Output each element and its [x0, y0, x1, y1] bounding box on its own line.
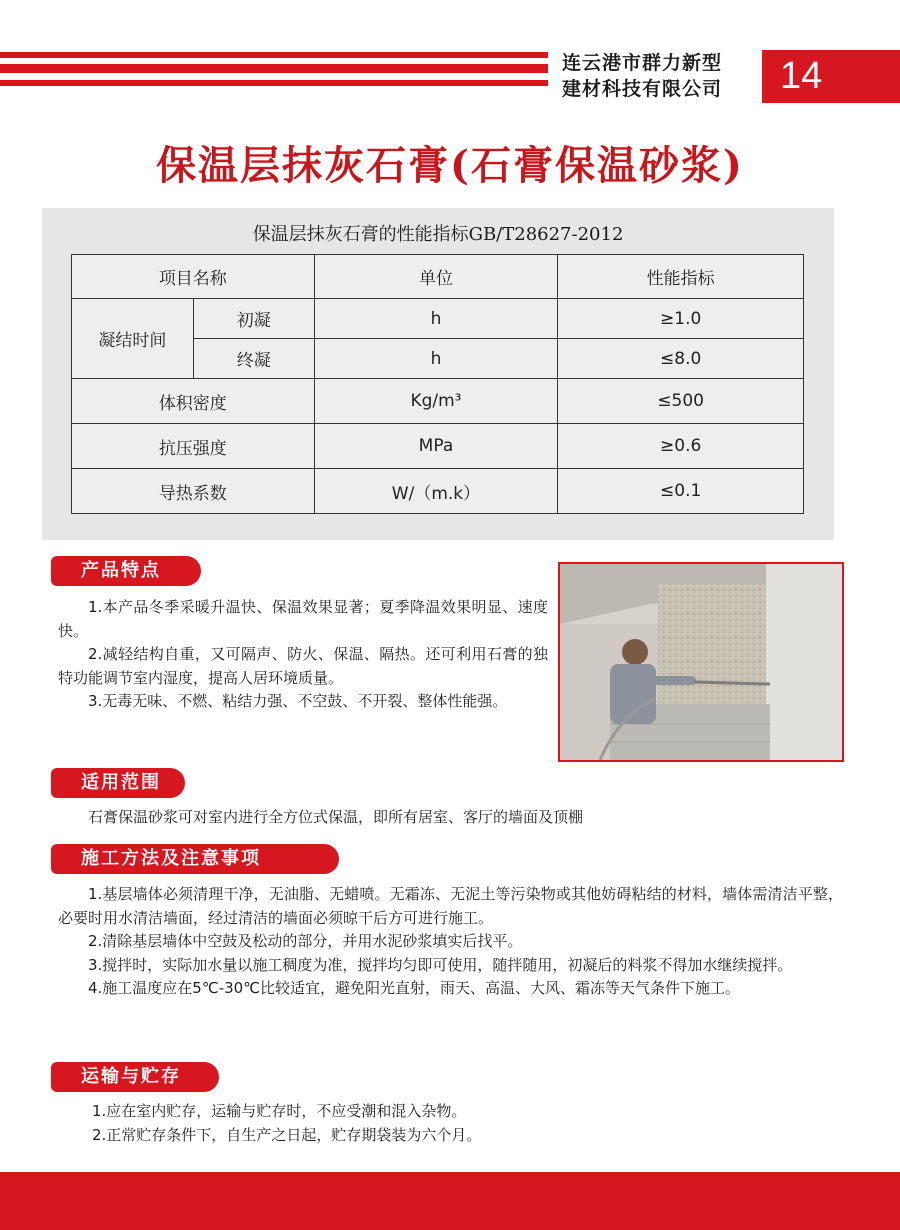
table-row: [72, 424, 804, 469]
storage-text: [62, 1100, 842, 1147]
construction-item: 3.搅拌时，实际加水量以施工稠度为准，搅拌均匀即可使用，随拌随用，初凝后的料浆不得加水继续搅拌。: [88, 955, 793, 974]
features-text: [58, 596, 548, 714]
header-stripe-middle: [0, 64, 548, 73]
row-name: 导热系数: [72, 469, 315, 514]
header-item-name: 项目名称: [72, 255, 315, 299]
scope-text: 石膏保温砂浆可对室内进行全方位式保温，即所有居室、客厅的墙面及顶棚: [88, 808, 584, 826]
table-row: [72, 299, 804, 339]
table-row: [72, 379, 804, 424]
row-name: 终凝: [193, 339, 314, 379]
header-stripe-bottom: [0, 80, 548, 86]
company-name-line1: 连云港市群力新型: [562, 52, 723, 74]
footer-bar: [0, 1172, 900, 1230]
header-unit: 单位: [314, 255, 558, 299]
row-value: ≥1.0: [558, 299, 804, 339]
row-value: ≤0.1: [558, 469, 804, 514]
page-number-box: [762, 50, 900, 102]
features-heading: 产品特点: [57, 556, 201, 586]
row-unit: h: [314, 299, 558, 339]
table-row: [72, 469, 804, 514]
scope-text-block: [58, 806, 848, 830]
table-header-row: [72, 255, 804, 299]
group-label-setting-time: 凝结时间: [72, 299, 194, 379]
construction-item: 4.施工温度应在5℃-30℃比较适宜，避免阳光直射，雨天、高温、大风、霜冻等天气条件下施工。: [88, 979, 741, 997]
spec-table-title: 保温层抹灰石膏的性能指标GB/T28627-2012: [252, 224, 624, 245]
storage-item: 2.正常贮存条件下，自生产之日起，贮存期袋装为六个月。: [92, 1125, 482, 1144]
storage-heading: 运输与贮存: [57, 1062, 219, 1092]
worker-plastering-photo: [558, 562, 844, 762]
row-name: 体积密度: [72, 379, 315, 424]
page-number-underline: [762, 100, 900, 103]
storage-item: 1.应在室内贮存，运输与贮存时，不应受潮和混入杂物。: [92, 1102, 467, 1120]
row-name: 初凝: [193, 299, 314, 339]
header-value: 性能指标: [558, 255, 804, 299]
spec-table: [71, 254, 804, 514]
construction-item: 2.清除基层墙体中空鼓及松动的部分，并用水泥砂浆填实后找平。: [88, 932, 523, 950]
scope-heading: 适用范围: [57, 768, 185, 798]
company-name-line2: 建材科技有限公司: [562, 78, 723, 100]
row-value: ≥0.6: [558, 424, 804, 469]
feature-item: 2.减轻结构自重，又可隔声、防火、保温、隔热。还可利用石膏的独特功能调节室内湿度，提高人居环境质量。: [58, 645, 548, 687]
construction-item: 1.基层墙体必须清理干净，无油脂、无蜡喷。无霜冻、无泥土等污染物或其他妨碍粘结的材料，墙体需清洁平整，必要时用水清洁墙面，经过清洁的墙面必须晾干后方可进行施工。: [58, 885, 843, 927]
row-value: ≤500: [558, 379, 804, 424]
header-stripe-top: [0, 52, 548, 58]
photo-illustration: [560, 564, 842, 760]
construction-heading: 施工方法及注意事项: [57, 844, 339, 874]
row-value: ≤8.0: [558, 339, 804, 379]
row-unit: MPa: [314, 424, 558, 469]
row-unit: h: [314, 339, 558, 379]
spec-table-panel: [42, 208, 834, 540]
feature-item: 3.无毒无味、不燃、粘结力强、不空鼓、不开裂、整体性能强。: [88, 692, 508, 710]
row-unit: W/（m.k）: [314, 469, 558, 514]
construction-text: [58, 883, 843, 1001]
feature-item: 1.本产品冬季采暖升温快、保温效果显著；夏季降温效果明显、速度快。: [58, 598, 548, 640]
company-name: [562, 50, 762, 102]
page-title: 保温层抹灰石膏(石膏保温砂浆): [156, 142, 744, 189]
row-name: 抗压强度: [72, 424, 315, 469]
page-number: 14: [780, 55, 823, 97]
row-unit: Kg/m³: [314, 379, 558, 424]
